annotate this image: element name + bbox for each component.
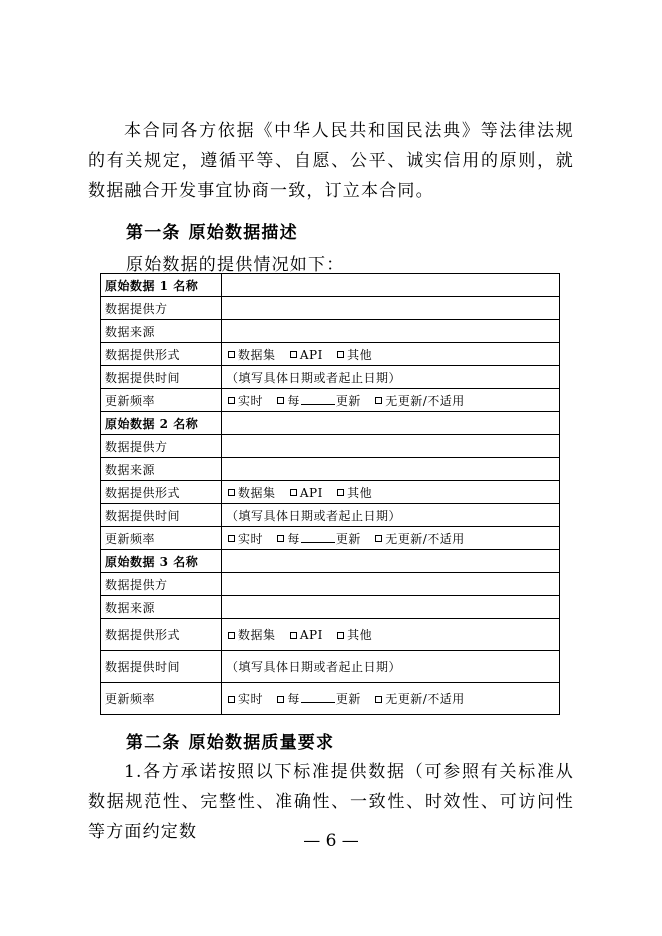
table-row <box>101 389 560 412</box>
source-cell[interactable] <box>222 596 560 619</box>
table-lead-text: 原始数据的提供情况如下： <box>126 255 345 275</box>
dataset-name-cell[interactable] <box>222 550 560 573</box>
frequency-label: 更新频率 <box>101 527 222 550</box>
form-option-api[interactable]: API <box>288 348 323 362</box>
form-label: 数据提供形式 <box>101 343 222 366</box>
time-label: 数据提供时间 <box>101 651 222 683</box>
time-label: 数据提供时间 <box>101 504 222 527</box>
table-row <box>101 504 560 527</box>
table-row <box>101 274 560 297</box>
table-row <box>101 481 560 504</box>
checkbox-icon[interactable] <box>290 351 297 358</box>
table-row <box>101 573 560 596</box>
time-hint-cell[interactable]: （填写具体日期或者起止日期） <box>222 504 560 527</box>
period-blank[interactable] <box>301 692 335 703</box>
table-row <box>101 435 560 458</box>
frequency-option-none[interactable]: 无更新/不适用 <box>373 692 465 706</box>
form-label: 数据提供形式 <box>101 619 222 651</box>
article-1-number: 第一条 <box>126 223 181 243</box>
clause-1-paragraph: 1.各方承诺按照以下标准提供数据（可参照有关标准从数据规范性、完整性、准确性、一致性、时效性、可访问性等方面约定数 <box>88 762 574 842</box>
source-label: 数据来源 <box>101 596 222 619</box>
form-option-other[interactable]: 其他 <box>335 486 372 500</box>
checkbox-icon[interactable] <box>277 535 284 542</box>
checkbox-icon[interactable] <box>375 535 382 542</box>
time-hint-cell[interactable]: （填写具体日期或者起止日期） <box>222 651 560 683</box>
dataset-name-label: 原始数据 3 名称 <box>101 550 222 573</box>
dataset-name-label: 原始数据 1 名称 <box>101 274 222 297</box>
checkbox-icon[interactable] <box>228 489 235 496</box>
table-row <box>101 596 560 619</box>
frequency-options-cell <box>222 683 560 715</box>
table-row <box>101 343 560 366</box>
dataset-name-cell[interactable] <box>222 274 560 297</box>
table-row <box>101 619 560 651</box>
frequency-option-none[interactable]: 无更新/不适用 <box>373 394 465 408</box>
frequency-label: 更新频率 <box>101 683 222 715</box>
article-2-heading <box>126 728 334 753</box>
form-option-api[interactable]: API <box>288 628 323 642</box>
dataset-name-label: 原始数据 2 名称 <box>101 412 222 435</box>
checkbox-icon[interactable] <box>375 397 382 404</box>
form-option-dataset[interactable]: 数据集 <box>226 486 276 500</box>
checkbox-icon[interactable] <box>337 489 344 496</box>
frequency-option-periodic[interactable]: 每 更新 <box>275 532 361 546</box>
checkbox-icon[interactable] <box>228 535 235 542</box>
provider-label: 数据提供方 <box>101 435 222 458</box>
frequency-option-realtime[interactable]: 实时 <box>226 692 263 706</box>
article-2-number: 第二条 <box>126 733 181 753</box>
source-label: 数据来源 <box>101 320 222 343</box>
form-option-api[interactable]: API <box>288 486 323 500</box>
page-number: — 6 — <box>303 831 359 851</box>
time-hint-cell[interactable]: （填写具体日期或者起止日期） <box>222 366 560 389</box>
table-row <box>101 320 560 343</box>
table-row <box>101 527 560 550</box>
article-2-title: 原始数据质量要求 <box>188 733 335 753</box>
source-label: 数据来源 <box>101 458 222 481</box>
frequency-option-realtime[interactable]: 实时 <box>226 532 263 546</box>
checkbox-icon[interactable] <box>277 696 284 703</box>
form-options-cell <box>222 619 560 651</box>
table-row <box>101 297 560 320</box>
table-row <box>101 550 560 573</box>
source-cell[interactable] <box>222 458 560 481</box>
intro-paragraph: 本合同各方依据《中华人民共和国民法典》等法律法规的有关规定，遵循平等、自愿、公平、诚实信用的原则，就数据融合开发事宜协商一致，订立本合同。 <box>88 121 574 201</box>
table-row <box>101 683 560 715</box>
table-row <box>101 651 560 683</box>
frequency-option-periodic[interactable]: 每 更新 <box>275 394 361 408</box>
checkbox-icon[interactable] <box>228 696 235 703</box>
form-option-dataset[interactable]: 数据集 <box>226 348 276 362</box>
form-options-cell <box>222 481 560 504</box>
frequency-option-none[interactable]: 无更新/不适用 <box>373 532 465 546</box>
provider-label: 数据提供方 <box>101 297 222 320</box>
provider-cell[interactable] <box>222 297 560 320</box>
form-option-dataset[interactable]: 数据集 <box>226 628 276 642</box>
provider-cell[interactable] <box>222 435 560 458</box>
frequency-option-realtime[interactable]: 实时 <box>226 394 263 408</box>
checkbox-icon[interactable] <box>277 397 284 404</box>
source-cell[interactable] <box>222 320 560 343</box>
article-1-heading <box>126 218 298 243</box>
provider-label: 数据提供方 <box>101 573 222 596</box>
checkbox-icon[interactable] <box>337 351 344 358</box>
dataset-name-cell[interactable] <box>222 412 560 435</box>
checkbox-icon[interactable] <box>337 632 344 639</box>
frequency-options-cell <box>222 389 560 412</box>
table-row <box>101 366 560 389</box>
table-row <box>101 458 560 481</box>
article-1-title: 原始数据描述 <box>188 223 298 243</box>
checkbox-icon[interactable] <box>228 351 235 358</box>
checkbox-icon[interactable] <box>290 489 297 496</box>
frequency-label: 更新频率 <box>101 389 222 412</box>
frequency-option-periodic[interactable]: 每 更新 <box>275 692 361 706</box>
form-options-cell <box>222 343 560 366</box>
time-label: 数据提供时间 <box>101 366 222 389</box>
raw-data-table <box>100 273 560 715</box>
frequency-options-cell <box>222 527 560 550</box>
period-blank[interactable] <box>301 532 335 543</box>
checkbox-icon[interactable] <box>290 632 297 639</box>
checkbox-icon[interactable] <box>228 397 235 404</box>
provider-cell[interactable] <box>222 573 560 596</box>
form-label: 数据提供形式 <box>101 481 222 504</box>
period-blank[interactable] <box>301 394 335 405</box>
form-option-other[interactable]: 其他 <box>335 628 372 642</box>
checkbox-icon[interactable] <box>228 632 235 639</box>
form-option-other[interactable]: 其他 <box>335 348 372 362</box>
table-row <box>101 412 560 435</box>
checkbox-icon[interactable] <box>375 696 382 703</box>
